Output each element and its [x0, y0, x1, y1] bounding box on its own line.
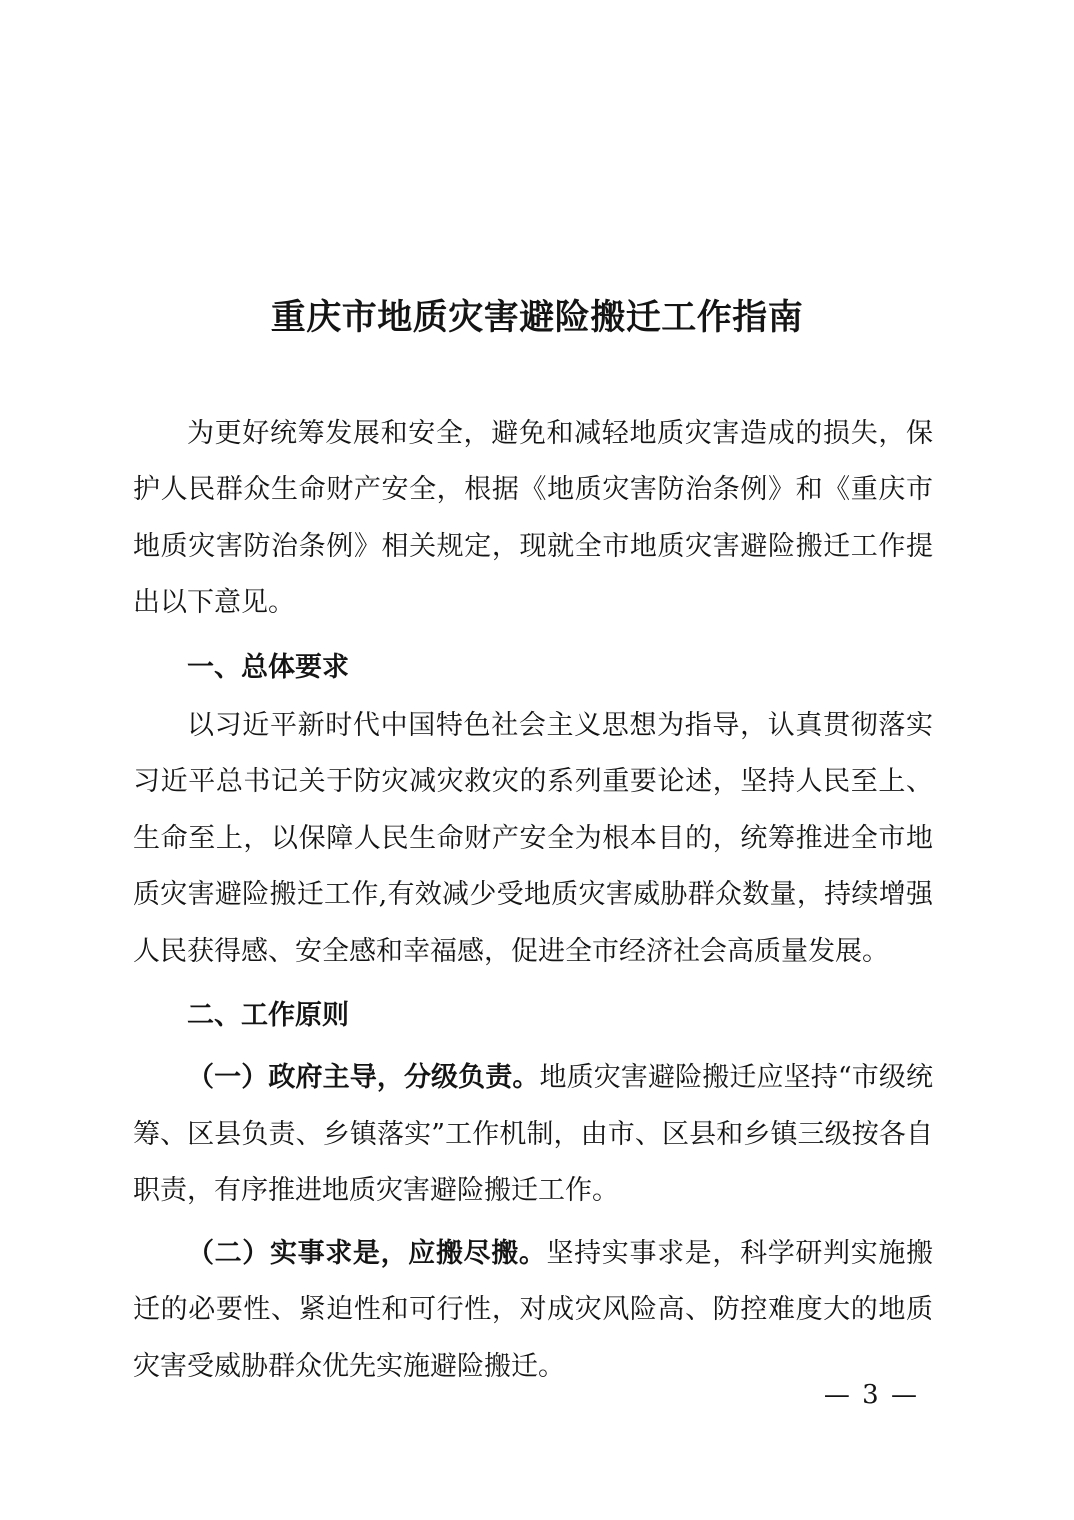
intro-paragraph: 为更好统筹发展和安全，避免和减轻地质灾害造成的损失，保护人民群众生命财产安全，根据《地质灾害防治条例》和《重庆市地质灾害防治条例》相关规定，现就全市地质灾害避险搬迁工作提出以下意见。 [133, 418, 933, 619]
principle-lead: （二）实事求是，应搬尽搬。 [187, 1237, 547, 1269]
document-body [133, 406, 933, 1395]
principle-item [133, 1050, 933, 1219]
principle-item [133, 1226, 933, 1395]
principle-text: 地质灾害避险搬迁应坚持“市级统筹、区县负责、乡镇落实”工作机制，由市、区县和乡镇三级按各自职责，有序推进地质灾害避险搬迁工作。 [133, 1062, 934, 1207]
principle-lead: （一）政府主导，分级负责。 [187, 1062, 540, 1094]
section-heading-work-principles: 二、工作原则 [187, 1000, 349, 1032]
section-paragraph-overall-requirements: 以习近平新时代中国特色社会主义思想为指导，认真贯彻落实习近平总书记关于防灾减灾救灾的系列重要论述，坚持人民至上、生命至上，以保障人民生命财产安全为根本目的，统筹推进全市地质灾害避险搬迁工作,有效减少受地质灾害威胁群众数量，持续增强人民获得感、安全感和幸福感，促进全市经济社会高质量发展。 [133, 710, 933, 967]
document-title: 重庆市地质灾害避险搬迁工作指南 [270, 298, 804, 338]
page-number: — 3 — [823, 1380, 919, 1410]
section-heading-overall-requirements: 一、总体要求 [187, 651, 349, 683]
principle-text: 坚持实事求是，科学研判实施搬迁的必要性、紧迫性和可行性，对成灾风险高、防控难度大的地质灾害受威胁群众优先实施避险搬迁。 [133, 1237, 933, 1382]
